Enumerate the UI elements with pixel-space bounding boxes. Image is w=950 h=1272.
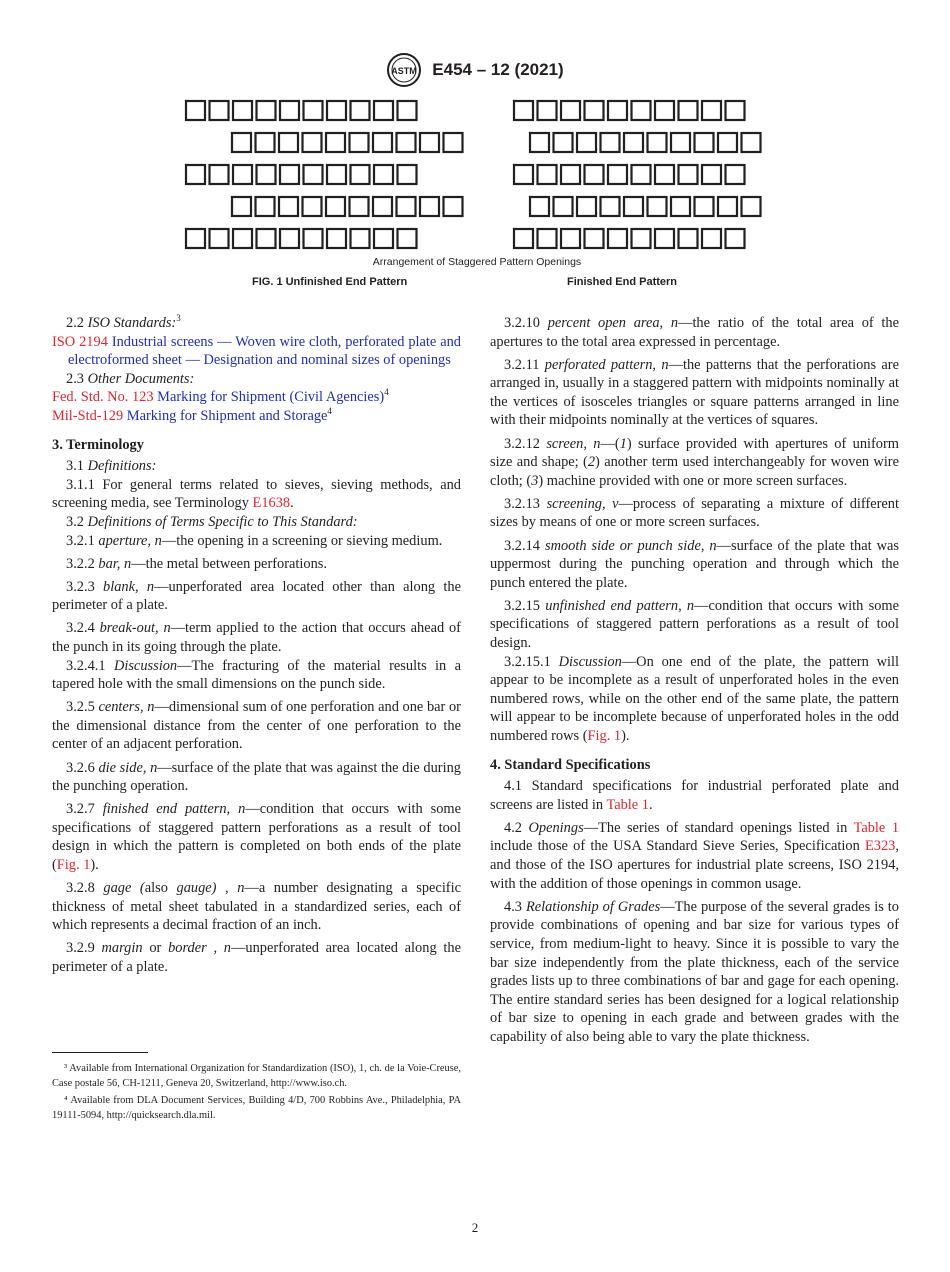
- perforation-opening: [577, 133, 596, 152]
- para-4-2: 4.2 Openings—The series of standard openings listed in Table 1 include those of the USA Standard Sieve Series, Specification E323, and those of the ISO apertures for industrial plate screens, ISO 2194, with the addition of those openings in common usage.: [490, 819, 900, 892]
- heading-terminology: 3. Terminology: [52, 436, 144, 453]
- perforation-opening: [210, 229, 229, 248]
- perforation-opening: [514, 229, 533, 248]
- perforation-opening: [702, 165, 721, 184]
- perforation-opening: [444, 133, 463, 152]
- ref-mil-std: Mil-Std-129 Marking for Shipment and Storage$^4$: [52, 406, 332, 424]
- perforation-opening: [351, 229, 370, 248]
- fed-std-link[interactable]: Fed. Std. No. 123: [52, 389, 154, 406]
- perforation-opening: [373, 133, 392, 152]
- perforation-opening: [397, 197, 416, 216]
- perforation-opening: [726, 229, 745, 248]
- perforation-opening: [695, 197, 714, 216]
- e323-link[interactable]: E323: [865, 838, 896, 855]
- perforation-opening: [554, 197, 573, 216]
- fig-1-link[interactable]: Fig. 1: [56, 857, 91, 874]
- perforation-opening: [561, 101, 580, 120]
- perforation-opening: [280, 229, 299, 248]
- footnotes: [52, 1062, 461, 1127]
- table-1-link[interactable]: Table 1: [606, 796, 649, 813]
- perforation-opening: [326, 197, 345, 216]
- perforation-opening: [648, 133, 667, 152]
- section-2-3: 2.3 Other Documents:: [66, 370, 195, 387]
- perforation-opening: [655, 229, 674, 248]
- para-3-2-15-1: 3.2.15.1 Discussion—On one end of the plate, the pattern will appear to be incomplete as a result of unperforated holes in the even numbered rows, while on the other end of the same plate, the pattern will appear to be incomplete because of unperforated holes in the odd numbered rows (Fig. 1).: [490, 653, 899, 744]
- perforation-opening: [538, 101, 557, 120]
- perforation-opening: [256, 133, 275, 152]
- perforation-opening: [679, 165, 698, 184]
- ref-iso-2194: ISO 2194 Industrial screens — Woven wire cloth, perforated plate and electroformed sheet — Designation and nominal sizes of openings: [52, 333, 461, 369]
- perforation-opening: [304, 101, 323, 120]
- perforation-opening: [257, 229, 276, 248]
- para-3-2-5: 3.2.5 centers, n—dimensional sum of one perforation and one bar or the dimensional distance from the center of one perforation to the center of an adjacent perforation.: [52, 699, 461, 753]
- perforation-opening: [718, 197, 737, 216]
- perforation-opening: [373, 197, 392, 216]
- perforation-opening: [326, 133, 345, 152]
- para-3-2-15: 3.2.15 unfinished end pattern, n—condition that occurs with some specifications of staggered pattern perforations as a result of tool design.: [490, 597, 899, 651]
- perforation-opening: [210, 101, 229, 120]
- perforation-opening: [671, 197, 690, 216]
- perforation-opening: [585, 101, 604, 120]
- perforation-opening: [420, 133, 439, 152]
- perforation-opening: [530, 197, 549, 216]
- perforation-opening: [232, 197, 251, 216]
- perforation-opening: [351, 165, 370, 184]
- heading-standard-specifications: 4. Standard Specifications: [490, 756, 651, 773]
- perforation-opening: [632, 165, 651, 184]
- para-3-2-1: 3.2.1 aperture, n—the opening in a screening or sieving medium.: [66, 532, 443, 549]
- figure-arrangement-caption: Arrangement of Staggered Pattern Openings: [372, 256, 582, 268]
- figure-caption-finished: Finished End Pattern: [567, 276, 678, 288]
- para-3-2-10: 3.2.10 percent open area, n—the ratio of the total area of the apertures to the total area expressed in percentage.: [490, 315, 899, 350]
- para-3-1: 3.1 Definitions:: [66, 458, 157, 475]
- perforation-opening: [671, 133, 690, 152]
- perforation-opening: [210, 165, 229, 184]
- svg-text:ASTM: ASTM: [391, 66, 418, 76]
- standard-designation: E454 – 12 (2021): [432, 60, 564, 79]
- para-3-2-3: 3.2.3 blank, n—unperforated area located other than along the perimeter of a plate.: [52, 578, 461, 614]
- perforation-opening: [601, 197, 620, 216]
- perforation-opening: [304, 229, 323, 248]
- perforation-opening: [398, 165, 417, 184]
- perforation-opening: [561, 165, 580, 184]
- perforation-opening: [624, 197, 643, 216]
- perforation-opening: [327, 229, 346, 248]
- para-3-2-8: 3.2.8 gage (also gauge) , n—a number designating a specific thickness of metal sheet tabulated in a standardized series, each of which represents a decimal fraction of an inch.: [52, 880, 461, 934]
- perforation-opening: [327, 165, 346, 184]
- perforation-opening: [350, 197, 369, 216]
- perforation-opening: [304, 165, 323, 184]
- table-1-link-2[interactable]: Table 1: [853, 819, 900, 836]
- e1638-link[interactable]: E1638: [252, 495, 291, 512]
- perforation-opening: [655, 101, 674, 120]
- perforation-opening: [374, 101, 393, 120]
- perforation-opening: [186, 229, 205, 248]
- perforation-opening: [632, 229, 651, 248]
- perforation-opening: [256, 197, 275, 216]
- perforation-opening: [233, 229, 252, 248]
- perforation-opening: [585, 165, 604, 184]
- perforation-opening: [632, 101, 651, 120]
- footnote-4: ⁴ Available from DLA Document Services, Building 4/D, 700 Robbins Ave., Philadelphia, PA 19111-5094, http://quicksearch.dla.mil.: [52, 1095, 461, 1122]
- left-column: [52, 314, 461, 981]
- staggered-pattern-figure: [0, 95, 950, 295]
- section-2-2: 2.2 ISO Standards:$^3$: [66, 313, 181, 331]
- perforation-opening: [279, 133, 298, 152]
- perforation-opening: [374, 165, 393, 184]
- perforation-opening: [554, 133, 573, 152]
- perforation-opening: [257, 101, 276, 120]
- para-3-2: 3.2 Definitions of Terms Specific to This Standard:: [66, 513, 358, 530]
- perforation-opening: [538, 165, 557, 184]
- perforation-opening: [648, 197, 667, 216]
- para-3-2-14: 3.2.14 smooth side or punch side, n—surface of the plate that was uppermost during the punching operation and through which the punch entered the plate.: [490, 537, 899, 591]
- perforation-opening: [718, 133, 737, 152]
- perforation-opening: [538, 229, 557, 248]
- perforation-opening: [444, 197, 463, 216]
- page-header: [0, 52, 950, 88]
- perforation-opening: [398, 101, 417, 120]
- perforation-opening: [624, 133, 643, 152]
- perforation-opening: [742, 133, 761, 152]
- perforation-opening: [655, 165, 674, 184]
- perforation-opening: [608, 165, 627, 184]
- footnote-rule: [52, 1052, 148, 1053]
- perforation-opening: [561, 229, 580, 248]
- perforation-opening: [303, 197, 322, 216]
- footnote-3: ³ Available from International Organization for Standardization (ISO), 1, ch. de la Voie-Creuse, Case postale 56, CH-1211, Geneva 20, Switzerland, http://www.iso.ch.: [52, 1063, 461, 1089]
- perforation-opening: [397, 133, 416, 152]
- perforation-opening: [233, 165, 252, 184]
- para-4-1: 4.1 Standard specifications for industrial perforated plate and screens are listed in Table 1.: [490, 778, 899, 813]
- perforation-opening: [232, 133, 251, 152]
- para-3-2-2: 3.2.2 bar, n—the metal between perforations.: [66, 555, 327, 572]
- perforation-opening: [726, 101, 745, 120]
- perforation-opening: [577, 197, 596, 216]
- perforation-opening: [742, 197, 761, 216]
- perforation-opening: [420, 197, 439, 216]
- perforation-opening: [702, 229, 721, 248]
- perforation-opening: [702, 101, 721, 120]
- perforation-opening: [608, 101, 627, 120]
- perforation-opening: [279, 197, 298, 216]
- para-3-2-6: 3.2.6 die side, n—surface of the plate that was against the die during the punching operation.: [52, 759, 461, 795]
- perforation-opening: [726, 165, 745, 184]
- perforation-opening: [233, 101, 252, 120]
- perforation-opening: [280, 165, 299, 184]
- perforation-opening: [350, 133, 369, 152]
- perforation-opening: [695, 133, 714, 152]
- perforation-opening: [679, 229, 698, 248]
- astm-logo: [386, 52, 422, 88]
- perforation-opening: [351, 101, 370, 120]
- page-number: 2: [471, 1220, 479, 1235]
- perforation-opening: [257, 165, 276, 184]
- perforation-opening: [327, 101, 346, 120]
- perforation-opening: [398, 229, 417, 248]
- para-3-1-1: 3.1.1 For general terms related to sieves, sieving methods, and screening media, see Terminology E1638.: [52, 476, 461, 512]
- perforation-opening: [514, 165, 533, 184]
- para-3-2-9: 3.2.9 margin or border , n—unperforated area located along the perimeter of a plate.: [52, 940, 461, 975]
- perforation-opening: [601, 133, 620, 152]
- fig-1-link-2[interactable]: Fig. 1: [587, 727, 622, 744]
- perforation-opening: [679, 101, 698, 120]
- para-4-3: 4.3 Relationship of Grades—The purpose of the several grades is to provide combinations of opening and bar size for various types of service, from medium-light to heavy. Since it is possible to vary the bar size independently from the plate thickness, each of the service grades lists up to three combinations of bar and gage for each opening. The entire standard series has been designed for a logical relationship of bar size to opening in each grade and between grades with the capability of also being able to vary the plate thickness.: [490, 898, 899, 1045]
- perforation-grid: [186, 101, 761, 248]
- perforation-opening: [374, 229, 393, 248]
- perforation-opening: [303, 133, 322, 152]
- ref-fed-std: Fed. Std. No. 123 Marking for Shipment (Civil Agencies)$^4$: [52, 387, 389, 406]
- perforation-opening: [608, 229, 627, 248]
- para-3-2-7: 3.2.7 finished end pattern, n—condition that occurs with some specifications of staggered pattern perforations as a result of tool design in which the pattern is completed on both ends of the plate (Fig. 1).: [52, 801, 461, 874]
- right-column: [490, 314, 899, 1051]
- perforation-opening: [280, 101, 299, 120]
- perforation-opening: [514, 101, 533, 120]
- para-3-2-11: 3.2.11 perforated pattern, n—the patterns that the perforations are arranged in, usually in a staggered pattern with midpoints nominally at the vertices of isosceles triangles or square patterns arranged in line with their midpoints nominally at the vertices of squares.: [490, 356, 899, 429]
- perforation-opening: [585, 229, 604, 248]
- perforation-opening: [186, 101, 205, 120]
- para-3-2-4: 3.2.4 break-out, n—term applied to the action that occurs ahead of the punch in its going through the plate.: [52, 620, 461, 655]
- perforation-opening: [530, 133, 549, 152]
- perforation-opening: [186, 165, 205, 184]
- para-3-2-13: 3.2.13 screening, v—process of separating a mixture of different sizes by means of one or more screen surfaces.: [490, 495, 900, 531]
- figure-caption-unfinished: FIG. 1 Unfinished End Pattern: [252, 276, 408, 288]
- mil-std-link[interactable]: Mil-Std-129: [52, 407, 124, 424]
- iso-2194-link[interactable]: ISO 2194: [52, 333, 108, 350]
- para-3-2-12: 3.2.12 screen, n—(1) surface provided with apertures of uniform size and shape; (2) another term used interchangeably for woven wire cloth; (3) machine provided with one or more screen surfaces.: [490, 435, 899, 489]
- para-3-2-4-1: 3.2.4.1 Discussion—The fracturing of the material results in a tapered hole with the small dimensions on the punch side.: [52, 657, 461, 693]
